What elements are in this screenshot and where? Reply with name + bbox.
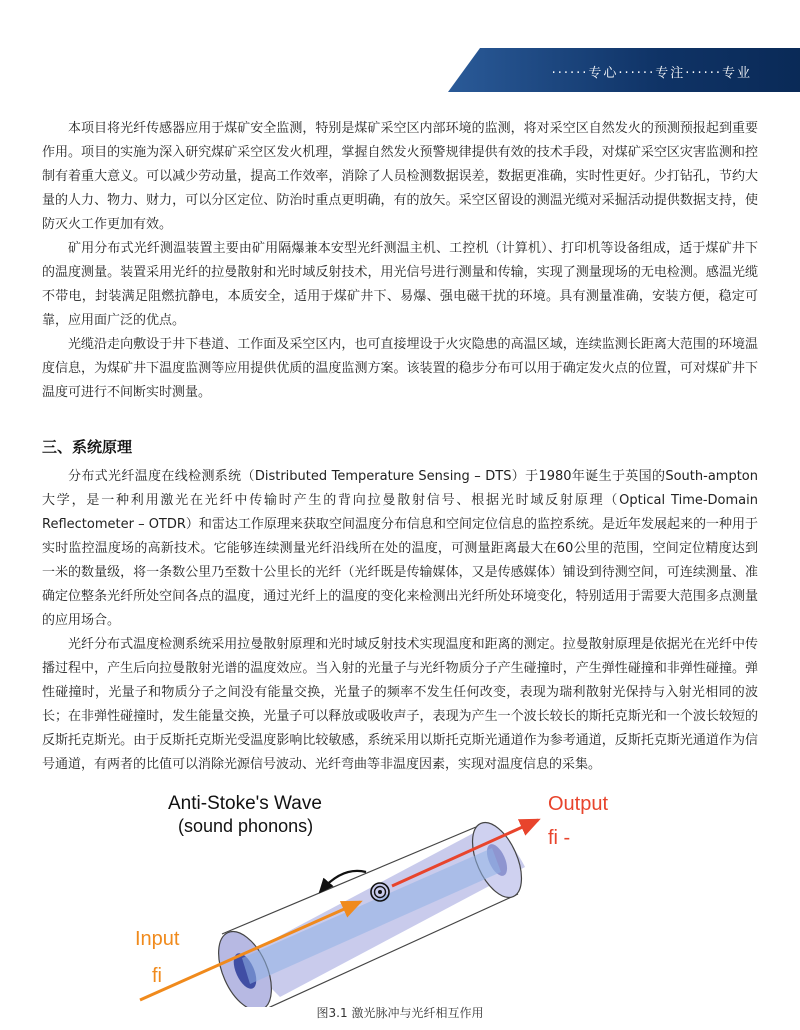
header-slogan: ······专心······专注······专业 bbox=[551, 66, 752, 81]
fiber-core bbox=[242, 848, 501, 984]
output-label: Output bbox=[548, 793, 609, 815]
intro-paragraph-3: 光缆沿走向敷设于井下巷道、工作面及采空区内，也可直接埋设于火灾隐患的高温区域，连续监测长距离大范围的环境温度信息，为煤矿井下温度监测等应用提供优质的温度监测方案。该装置的稳步分布可以用于确定发火点的位置，可对煤矿井下温度可进行不间断实时测量。 bbox=[42, 337, 758, 400]
input-label: Input bbox=[135, 928, 180, 950]
fiber-diagram bbox=[130, 782, 650, 1007]
section-paragraph-1: 分布式光纤温度在线检测系统（Distributed Temperature Sensing – DTS）于1980年诞生于英国的South-ampton大学，是一种利用激光在光纤中传输时产生的背向拉曼散射信号、根据光时域反射原理（Optical Time-Domain Reflectometer – OTDR）和雷达工作原理来获取空间温度分布信息和空间定位信息的监控系统。是近年发展起来的一种用于实时监控温度场的高新技术。它能够连续测量光纤沿线所在处的温度，可测量距离最大在60公里的范围，空间定位精度达到一米的数量级，将一条数公里乃至数十公里长的光纤（光纤既是传输媒体，又是传感媒体）铺设到待测空间，可连续测量、准确定位整条光纤所处空间各点的温度，通过光纤上的温度的变化来检测出光纤所处环境变化，特别适用于需要大范围多点测量的应用场合。 bbox=[42, 469, 758, 628]
figure-caption: 图3.1 激光脉冲与光纤相互作用 bbox=[316, 1006, 484, 1020]
intro-paragraph-1: 本项目将光纤传感器应用于煤矿安全监测，特别是煤矿采空区内部环境的监测，将对采空区自然发火的预测预报起到重要作用。项目的实施为深入研究煤矿采空区发火机理，掌握自然发火预警规律提供有效的技术手段，对煤矿采空区灾害监测和控制有着重大意义。可以减少劳动量，提高工作效率，消除了人员检测数据误差，数据更准确，实时性更好。少打钻孔，节约大量的人力、物力、财力，可以分区定位、防治时重点更明确，有的放矢。采空区留设的测温光缆对采掘活动提供数据支持，使防灭火工作更加有效。 bbox=[42, 121, 758, 232]
intro-paragraph-2: 矿用分布式光纤测温装置主要由矿用隔爆兼本安型光纤测温主机、工控机（计算机）、打印机等设备组成，适于煤矿井下的温度测量。装置采用光纤的拉曼散射和光时域反射技术，用光信号进行测量和传输，实现了测量现场的无电检测。感温光缆不带电，封装满足阻燃抗静电，本质安全，适用于煤矿井下、易爆、强电磁干扰的环境。具有测量准确，安装方便，稳定可靠，应用面广泛的优点。 bbox=[42, 241, 758, 328]
sound-phonons-label: (sound phonons) bbox=[178, 816, 314, 836]
section-paragraph-2: 光纤分布式温度检测系统采用拉曼散射原理和光时域反射技术实现温度和距离的测定。拉曼散射原理是依据光在光纤中传播过程中，产生后向拉曼散射光谱的温度效应。当入射的光量子与光纤物质分子产生碰撞时，产生弹性碰撞和非弹性碰撞。弹性碰撞时，光量子和物质分子之间没有能量交换，光量子的频率不发生任何改变，表现为瑞利散射光保持与入射光相同的波长；在非弹性碰撞时，发生能量交换，光量子可以释放或吸收声子，表现为产生一个波长较长的斯托克斯光和一个波长较短的反斯托克斯光。由于反斯托克斯光受温度影响比较敏感，系统采用以斯托克斯光通道作为参考通道，反斯托克斯光通道作为信号通道，有两者的比值可以消除光源信号波动、光纤弯曲等非温度因素，实现对温度信息的采集。 bbox=[42, 637, 758, 772]
input-frequency: fi bbox=[152, 965, 162, 987]
section-heading: 三、系统原理 bbox=[42, 438, 133, 456]
page-content bbox=[42, 117, 758, 777]
backscatter-arrow bbox=[320, 871, 366, 892]
output-frequency: fi - bbox=[548, 827, 571, 849]
anti-stokes-label: Anti-Stoke's Wave bbox=[168, 793, 322, 814]
